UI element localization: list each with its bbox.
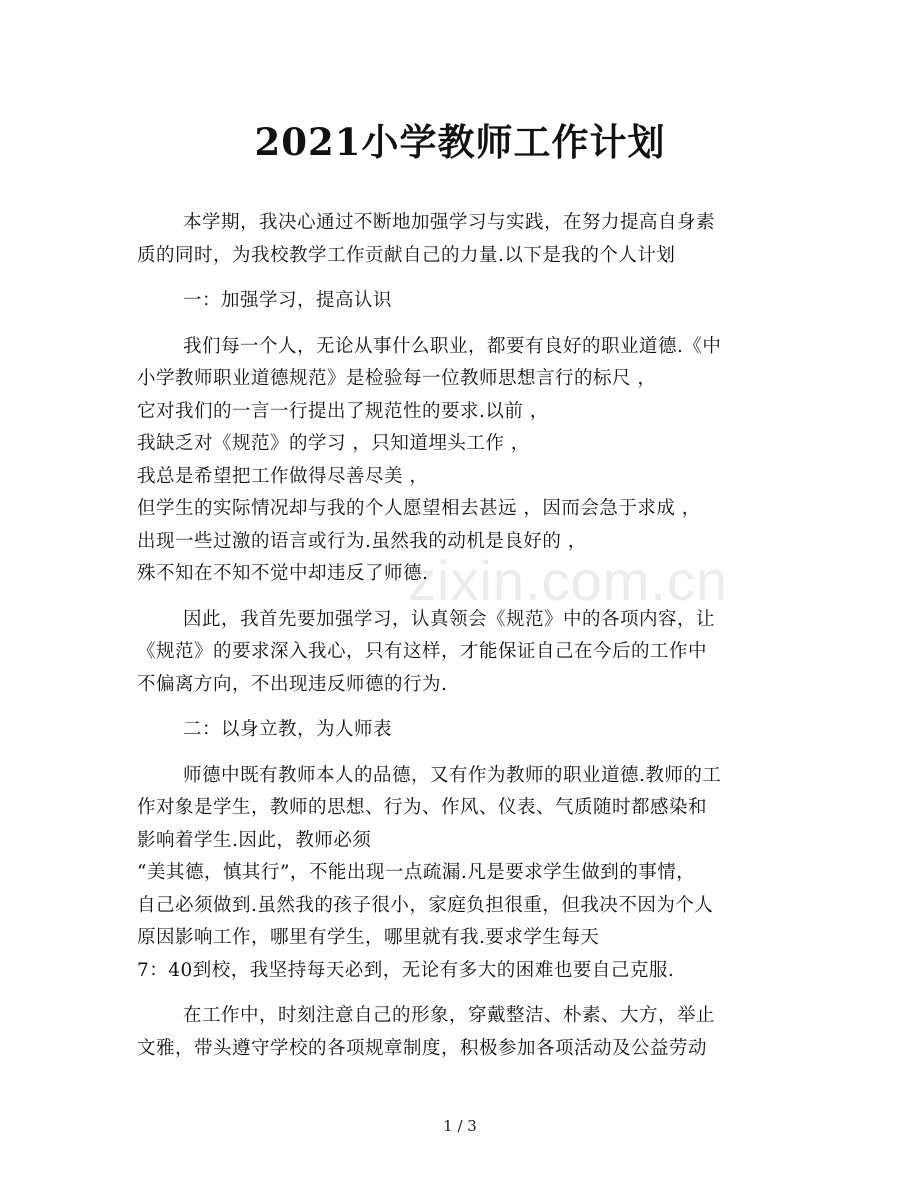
text-line: 影响着学生.因此，教师必须 bbox=[137, 829, 372, 851]
text-line: 出现一些过激的语言或行为.虽然我的动机是良好的 ， bbox=[137, 530, 587, 552]
text-line: 殊不知在不知不觉中却违反了师德. bbox=[137, 563, 429, 584]
text-line: 7：40到校，我坚持每天必到，无论有多大的困难也要自己克服. bbox=[137, 959, 675, 981]
text-line: 不偏离方向，不出现违反师德的行为. bbox=[137, 673, 448, 695]
page-number: 1 / 3 bbox=[443, 1117, 477, 1135]
text-line: 原因影响工作，哪里有学生，哪里就有我.要求学生每天 bbox=[137, 927, 600, 948]
text-line: 自己必须做到.虽然我的孩子很小，家庭负担很重，但我决不因为个人 bbox=[137, 894, 714, 916]
paragraph-gap bbox=[137, 701, 787, 714]
text-line: 在工作中，时刻注意自己的形象，穿戴整洁、朴素、大方，举止 bbox=[183, 1005, 716, 1026]
paragraph-gap bbox=[137, 591, 787, 604]
paragraph bbox=[137, 714, 787, 747]
text-line: 质的同时，为我校教学工作贡献自己的力量.以下是我的个人计划 bbox=[137, 244, 676, 266]
text-line: 我总是希望把工作做得尽善尽美 ， bbox=[137, 465, 429, 487]
paragraph bbox=[137, 604, 787, 702]
paragraph bbox=[137, 207, 787, 272]
text-line: 师德中既有教师本人的品德，又有作为教师的职业道德.教师的工 bbox=[183, 764, 722, 786]
paragraph bbox=[137, 760, 787, 988]
text-line: 文雅，带头遵守学校的各项规章制度，积极参加各项活动及公益劳动 bbox=[137, 1037, 708, 1059]
text-line: 一：加强学习，提高认识 bbox=[183, 290, 393, 311]
text-line: 本学期，我决心通过不断地加强学习与实践，在努力提高自身素 bbox=[183, 212, 716, 233]
paragraph-gap bbox=[137, 747, 787, 760]
text-line: 我们每一个人，无论从事什么职业，都要有良好的职业道德.《中 bbox=[183, 335, 722, 357]
paragraph-gap bbox=[137, 987, 787, 1000]
document-body bbox=[137, 207, 787, 1065]
paragraph-gap bbox=[137, 318, 787, 331]
text-line: 小学教师职业道德规范》是检验每一位教师思想言行的标尺 ， bbox=[137, 368, 657, 389]
text-line: 但学生的实际情况却与我的个人愿望相去甚远 ，因而会急于求成 ， bbox=[137, 498, 701, 519]
text-line: 我缺乏对《规范》的学习 ，只知道埋头工作 ， bbox=[137, 433, 530, 454]
paragraph bbox=[137, 331, 787, 591]
text-line: “美其德，慎其行”，不能出现一点疏漏.凡是要求学生做到的事情， bbox=[137, 862, 696, 883]
text-line: 二：以身立教，为人师表 bbox=[183, 719, 393, 740]
text-line: 它对我们的一言一行提出了规范性的要求.以前 ， bbox=[137, 400, 549, 422]
document-title: 2021小学教师工作计划 bbox=[254, 120, 666, 164]
text-line: 《规范》的要求深入我心，只有这样，才能保证自己在今后的工作中 bbox=[137, 641, 708, 662]
watermark: zixin.com.cn bbox=[408, 549, 729, 612]
text-line: 作对象是学生，教师的思想、行为、作风、仪表、气质随时都感染和 bbox=[137, 797, 708, 818]
paragraph bbox=[137, 285, 787, 318]
paragraph-gap bbox=[137, 272, 787, 285]
text-line: 因此，我首先要加强学习，认真领会《规范》中的各项内容，让 bbox=[183, 608, 716, 630]
paragraph bbox=[137, 1000, 787, 1065]
